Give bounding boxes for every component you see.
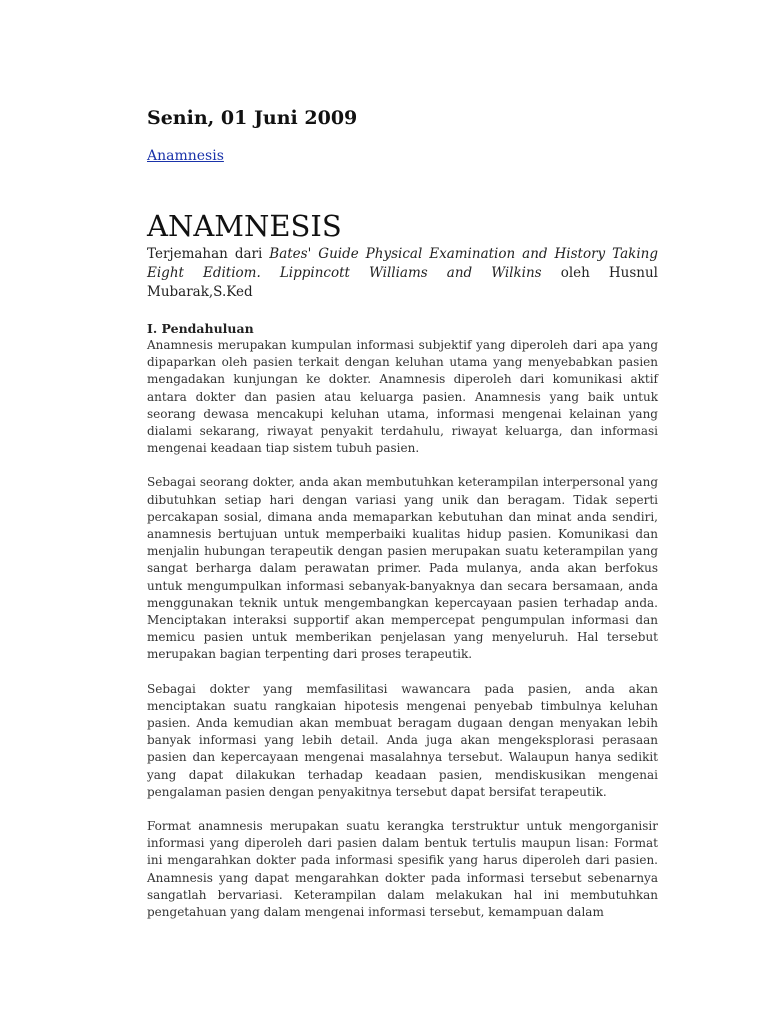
subtitle-prefix: Terjemahan dari [147,246,270,262]
post-date: Senin, 01 Juni 2009 [147,107,358,129]
paragraph-3: Sebagai dokter yang memfasilitasi wawancara pada pasien, anda akan menciptakan suatu rangkaian hipotesis mengenai penyebab timbulnya keluhan pasien. Anda kemudian akan membuat beragam dugaan dengan menyakan lebih banyak informasi yang lebih detail. Anda juga akan mengeksplorasi perasaan pasien dan kepercayaan mengenai masalahnya tersebut. Walaupun hanya sedikit yang dapat dilakukan terhadap keadaan pasien, mendiskusikan mengenai pengalaman pasien dengan penyakitnya tersebut dapat bersifat terapeutik. [147,681,658,799]
section-heading: I. Pendahuluan [147,321,254,336]
article-subtitle [147,245,658,302]
post-title-link[interactable]: Anamnesis [147,148,224,164]
paragraph-1: Anamnesis merupakan kumpulan informasi subjektif yang diperoleh dari apa yang dipaparkan oleh pasien terkait dengan keluhan utama yang menyebabkan pasien mengadakan kunjungan ke dokter. Anamnesis diperoleh dari komunikasi aktif antara dokter dan pasien atau keluarga pasien. Anamnesis yang baik untuk seorang dewasa mencakupi keluhan utama, informasi mengenai kelainan yang dialami sekarang, riwayat penyakit terdahulu, riwayat keluarga, dan informasi mengenai keadaan tiap sistem tubuh pasien. [147,338,658,456]
paragraph-2: Sebagai seorang dokter, anda akan membutuhkan keterampilan interpersonal yang dibutuhkan setiap hari dengan variasi yang unik dan beragam. Tidak seperti percakapan sosial, dimana anda memaparkan kebutuhan dan minat anda sendiri, anamnesis bertujuan untuk memperbaiki kualitas hidup pasien. Komunikasi dan menjalin hubungan terapeutik dengan pasien merupakan suatu keterampilan yang sangat berharga dalam perawatan primer. Pada mulanya, anda akan berfokus untuk mengumpulkan informasi sebanyak-banyaknya dan secara bersamaan, anda menggunakan teknik untuk mengembangkan kepercayaan pasien terhadap anda. Menciptakan interaksi supportif akan mempercepat pengumpulan informasi dan memicu pasien untuk memberikan penjelasan yang menyeluruh. Hal tersebut merupakan bagian terpenting dari proses terapeutik. [147,475,658,662]
document-page [147,104,658,921]
subtitle-suffix: oleh Husnul Mubarak,S.Ked [147,265,658,300]
paragraph-4: Format anamnesis merupakan suatu kerangka terstruktur untuk mengorganisir informasi yang diperoleh dari pasien dalam bentuk tertulis maupun lisan: Format ini mengarahkan dokter pada informasi spesifik yang harus diperoleh dari pasien. Anamnesis yang dapat mengarahkan dokter pada informasi tersebut sebenarnya sangatlah bervariasi. Keterampilan dalam melakukan hal ini membutuhkan pengetahuan yang dalam mengenai informasi tersebut, kemampuan dalam [147,819,658,920]
article-title: ANAMNESIS [147,209,342,243]
subtitle-source: Bates' Guide Physical Examination and History Taking Eight Editiom. Lippincott Williams and Wilkins [147,246,658,281]
